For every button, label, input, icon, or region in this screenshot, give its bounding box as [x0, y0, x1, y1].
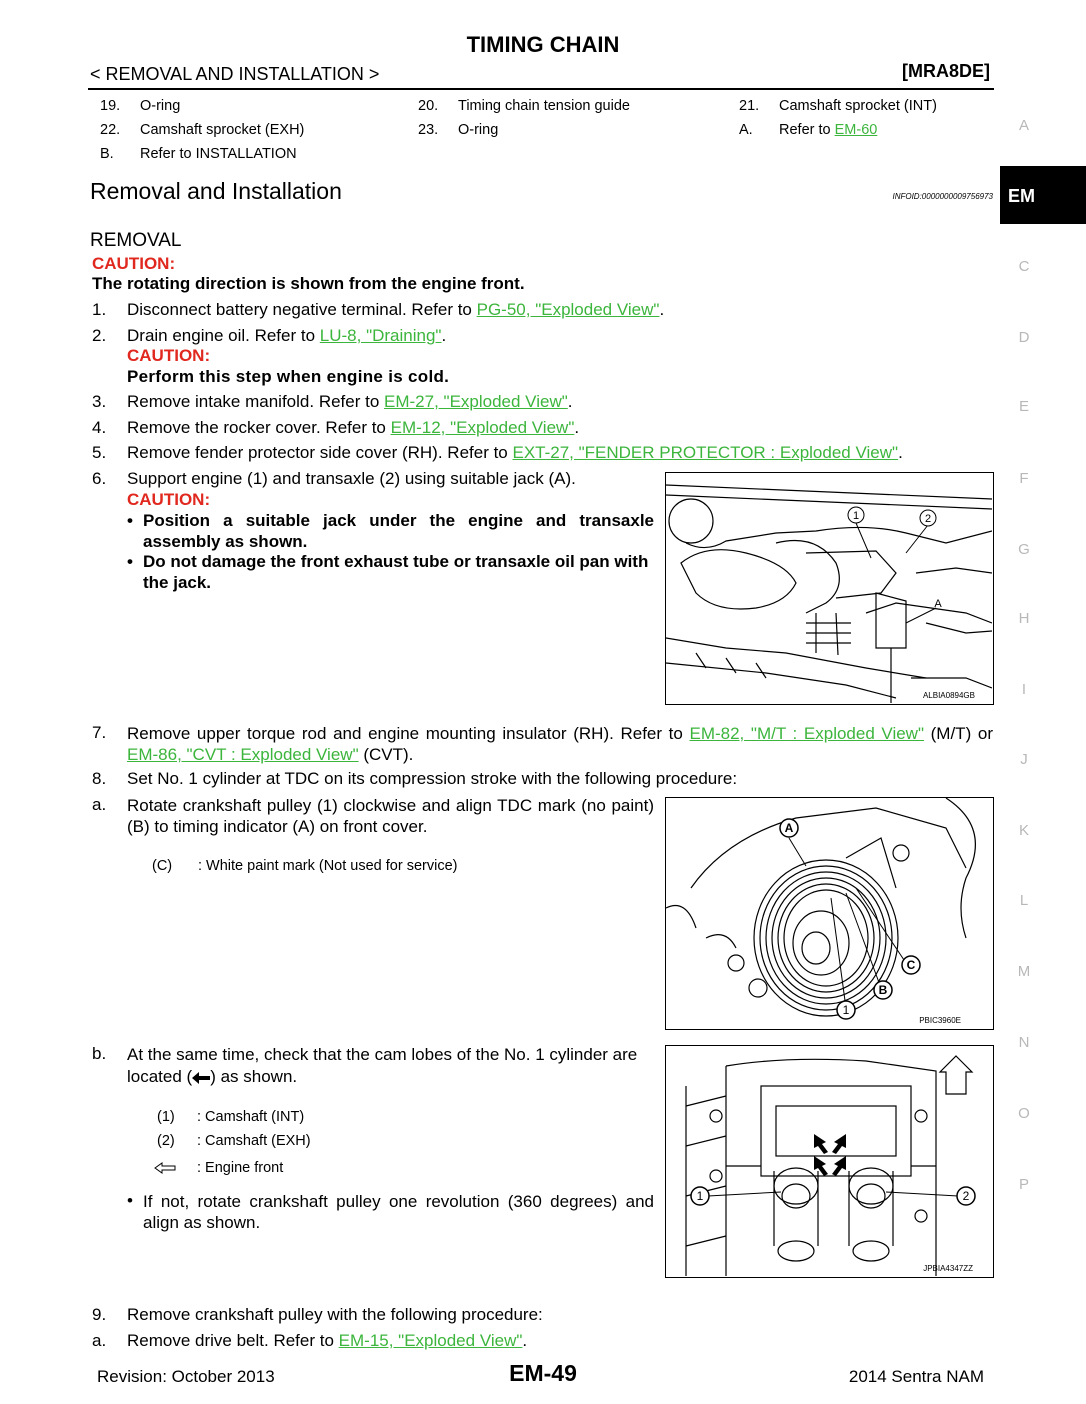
- link-em-86[interactable]: EM-86, "CVT : Exploded View": [127, 745, 359, 764]
- engine-front-arrow-icon: [154, 1162, 176, 1174]
- side-index-p[interactable]: P: [1018, 1176, 1029, 1193]
- callout-c: C: [906, 958, 916, 972]
- caution-label: CAUTION:: [127, 346, 211, 365]
- cam-lobes-illustration: [666, 1046, 992, 1276]
- link-em-12[interactable]: EM-12, "Exploded View": [390, 418, 575, 437]
- side-index-m[interactable]: M: [1017, 963, 1031, 980]
- step-9: Remove crankshaft pulley with the following procedure:: [127, 1305, 543, 1324]
- link-em-15[interactable]: EM-15, "Exploded View": [338, 1331, 523, 1350]
- link-pg-50[interactable]: PG-50, "Exploded View": [476, 300, 660, 319]
- side-index-c[interactable]: C: [1018, 258, 1030, 275]
- info-id: INFOID:0000000009756973: [892, 192, 993, 201]
- step-8: Set No. 1 cylinder at TDC on its compression stroke with the following procedure:: [127, 769, 738, 788]
- side-index-f[interactable]: F: [1019, 470, 1029, 487]
- tab-em[interactable]: EM: [1000, 166, 1086, 224]
- step-number: 2.: [92, 326, 107, 345]
- figure-jack-support: [665, 472, 994, 705]
- step-number: 7.: [92, 723, 107, 742]
- legend-item: 22. Camshaft sprocket (EXH): [100, 122, 305, 138]
- figure-code: ALBIA0894GB: [922, 691, 975, 700]
- step-8a: Rotate crankshaft pulley (1) clockwise and align TDC mark (no paint) (B) to timing indicator (A) on front cover.: [127, 796, 654, 836]
- step-number: a.: [92, 1331, 107, 1350]
- figure-code: JPBIA4347ZZ: [923, 1264, 973, 1273]
- removal-heading: REMOVAL: [90, 230, 182, 251]
- side-index-e[interactable]: E: [1018, 398, 1029, 415]
- caution-bullet-text: Position a suitable jack under the engine and transaxle assembly as shown.: [143, 511, 654, 551]
- side-index-j[interactable]: J: [1020, 751, 1028, 768]
- step-number: 5.: [92, 443, 107, 462]
- legend-key: (2): [157, 1133, 175, 1149]
- side-index-k[interactable]: K: [1018, 822, 1029, 839]
- caution-bullet-text: Do not damage the front exhaust tube or transaxle oil pan with the jack.: [143, 552, 649, 592]
- side-index-g[interactable]: G: [1018, 541, 1030, 558]
- figure-cam-lobes: [665, 1045, 994, 1278]
- legend-value: : White paint mark (Not used for service): [198, 858, 458, 874]
- legend-item: A. Refer to EM-60: [739, 122, 878, 138]
- figure-crank-pulley: [665, 797, 994, 1030]
- crank-pulley-illustration: [666, 798, 992, 1028]
- caution-text: The rotating direction is shown from the engine front.: [92, 274, 525, 293]
- legend-item: 19. O-ring: [100, 98, 181, 114]
- step-number: b.: [92, 1044, 107, 1063]
- breadcrumb: < REMOVAL AND INSTALLATION >: [90, 64, 380, 84]
- step-3: Remove intake manifold. Refer to EM-27, "Exploded View".: [127, 392, 573, 411]
- bullet: •: [127, 1191, 133, 1210]
- section-title: Removal and Installation: [90, 178, 342, 204]
- caution-label: CAUTION:: [92, 254, 176, 273]
- callout-1: 1: [852, 510, 860, 522]
- step-2: Drain engine oil. Refer to LU-8, "Draining".: [127, 326, 447, 345]
- legend-key: (1): [157, 1109, 175, 1125]
- callout-b: B: [878, 983, 888, 997]
- step-1: Disconnect battery negative terminal. Refer to PG-50, "Exploded View".: [127, 300, 665, 319]
- legend-value: : Camshaft (INT): [197, 1109, 305, 1125]
- link-em-27[interactable]: EM-27, "Exploded View": [384, 392, 568, 411]
- side-index-l[interactable]: L: [1019, 892, 1029, 909]
- callout-1: 1: [696, 1189, 704, 1203]
- step-number: 4.: [92, 418, 107, 437]
- legend-key: (C): [152, 858, 173, 874]
- side-index-h[interactable]: H: [1018, 610, 1030, 627]
- link-em-60[interactable]: EM-60: [834, 122, 878, 138]
- step-8b: At the same time, check that the cam lobes of the No. 1 cylinder are located ( ) as shown.: [127, 1045, 638, 1086]
- step-6: Support engine (1) and transaxle (2) using suitable jack (A).: [127, 469, 576, 488]
- caution-text: Perform this step when engine is cold.: [127, 367, 450, 386]
- legend-item: 20. Timing chain tension guide: [418, 98, 630, 114]
- caution-bullet: •: [127, 552, 133, 571]
- legend-item: B. Refer to INSTALLATION: [100, 146, 297, 162]
- header-divider: [88, 88, 994, 90]
- side-index-a[interactable]: A: [1018, 117, 1029, 134]
- side-index-n[interactable]: N: [1018, 1034, 1030, 1051]
- callout-2: 2: [924, 513, 932, 525]
- step-number: 1.: [92, 300, 107, 319]
- side-index-o[interactable]: O: [1018, 1105, 1030, 1122]
- revision-date: Revision: October 2013: [97, 1367, 275, 1386]
- caution-label: CAUTION:: [127, 490, 211, 509]
- step-number: 3.: [92, 392, 107, 411]
- page-number: EM-49: [509, 1360, 577, 1386]
- arrow-left-icon: [192, 1072, 210, 1084]
- callout-2: 2: [962, 1189, 970, 1203]
- step-number: a.: [92, 795, 107, 814]
- step-9a: Remove drive belt. Refer to EM-15, "Exploded View".: [127, 1331, 528, 1350]
- side-index-d[interactable]: D: [1018, 329, 1030, 346]
- legend-value: : Engine front: [197, 1160, 284, 1176]
- link-em-82[interactable]: EM-82, "M/T : Exploded View": [689, 724, 924, 743]
- legend-value: : Camshaft (EXH): [197, 1133, 311, 1149]
- link-lu-8[interactable]: LU-8, "Draining": [319, 326, 442, 345]
- vehicle-model: 2014 Sentra NAM: [848, 1367, 984, 1386]
- legend-item: 23. O-ring: [418, 122, 499, 138]
- link-ext-27[interactable]: EXT-27, "FENDER PROTECTOR : Exploded View": [512, 443, 899, 462]
- legend-item: 21. Camshaft sprocket (INT): [739, 98, 937, 114]
- step-number: 6.: [92, 469, 107, 488]
- step-7: Remove upper torque rod and engine mounting insulator (RH). Refer to EM-82, "M/T : Exploded View" (M/T) or EM-86, "CVT : Exploded View" (CVT).: [127, 724, 993, 764]
- step-5: Remove fender protector side cover (RH). Refer to EXT-27, "FENDER PROTECTOR : Exploded View".: [127, 443, 903, 462]
- callout-a: A: [784, 821, 794, 835]
- callout-a: A: [934, 598, 942, 610]
- side-index-i[interactable]: I: [1021, 681, 1027, 698]
- figure-code: PBIC3960E: [919, 1016, 961, 1025]
- callout-1: 1: [842, 1003, 850, 1017]
- step-number: 9.: [92, 1305, 107, 1324]
- step-4: Remove the rocker cover. Refer to EM-12, "Exploded View".: [127, 418, 580, 437]
- jack-support-illustration: [666, 473, 992, 703]
- caution-bullet: •: [127, 511, 133, 530]
- step-number: 8.: [92, 769, 107, 788]
- bullet-text: If not, rotate crankshaft pulley one revolution (360 degrees) and align as shown.: [143, 1192, 654, 1232]
- page-title: TIMING CHAIN: [466, 32, 620, 57]
- engine-code: [MRA8DE]: [902, 61, 990, 81]
